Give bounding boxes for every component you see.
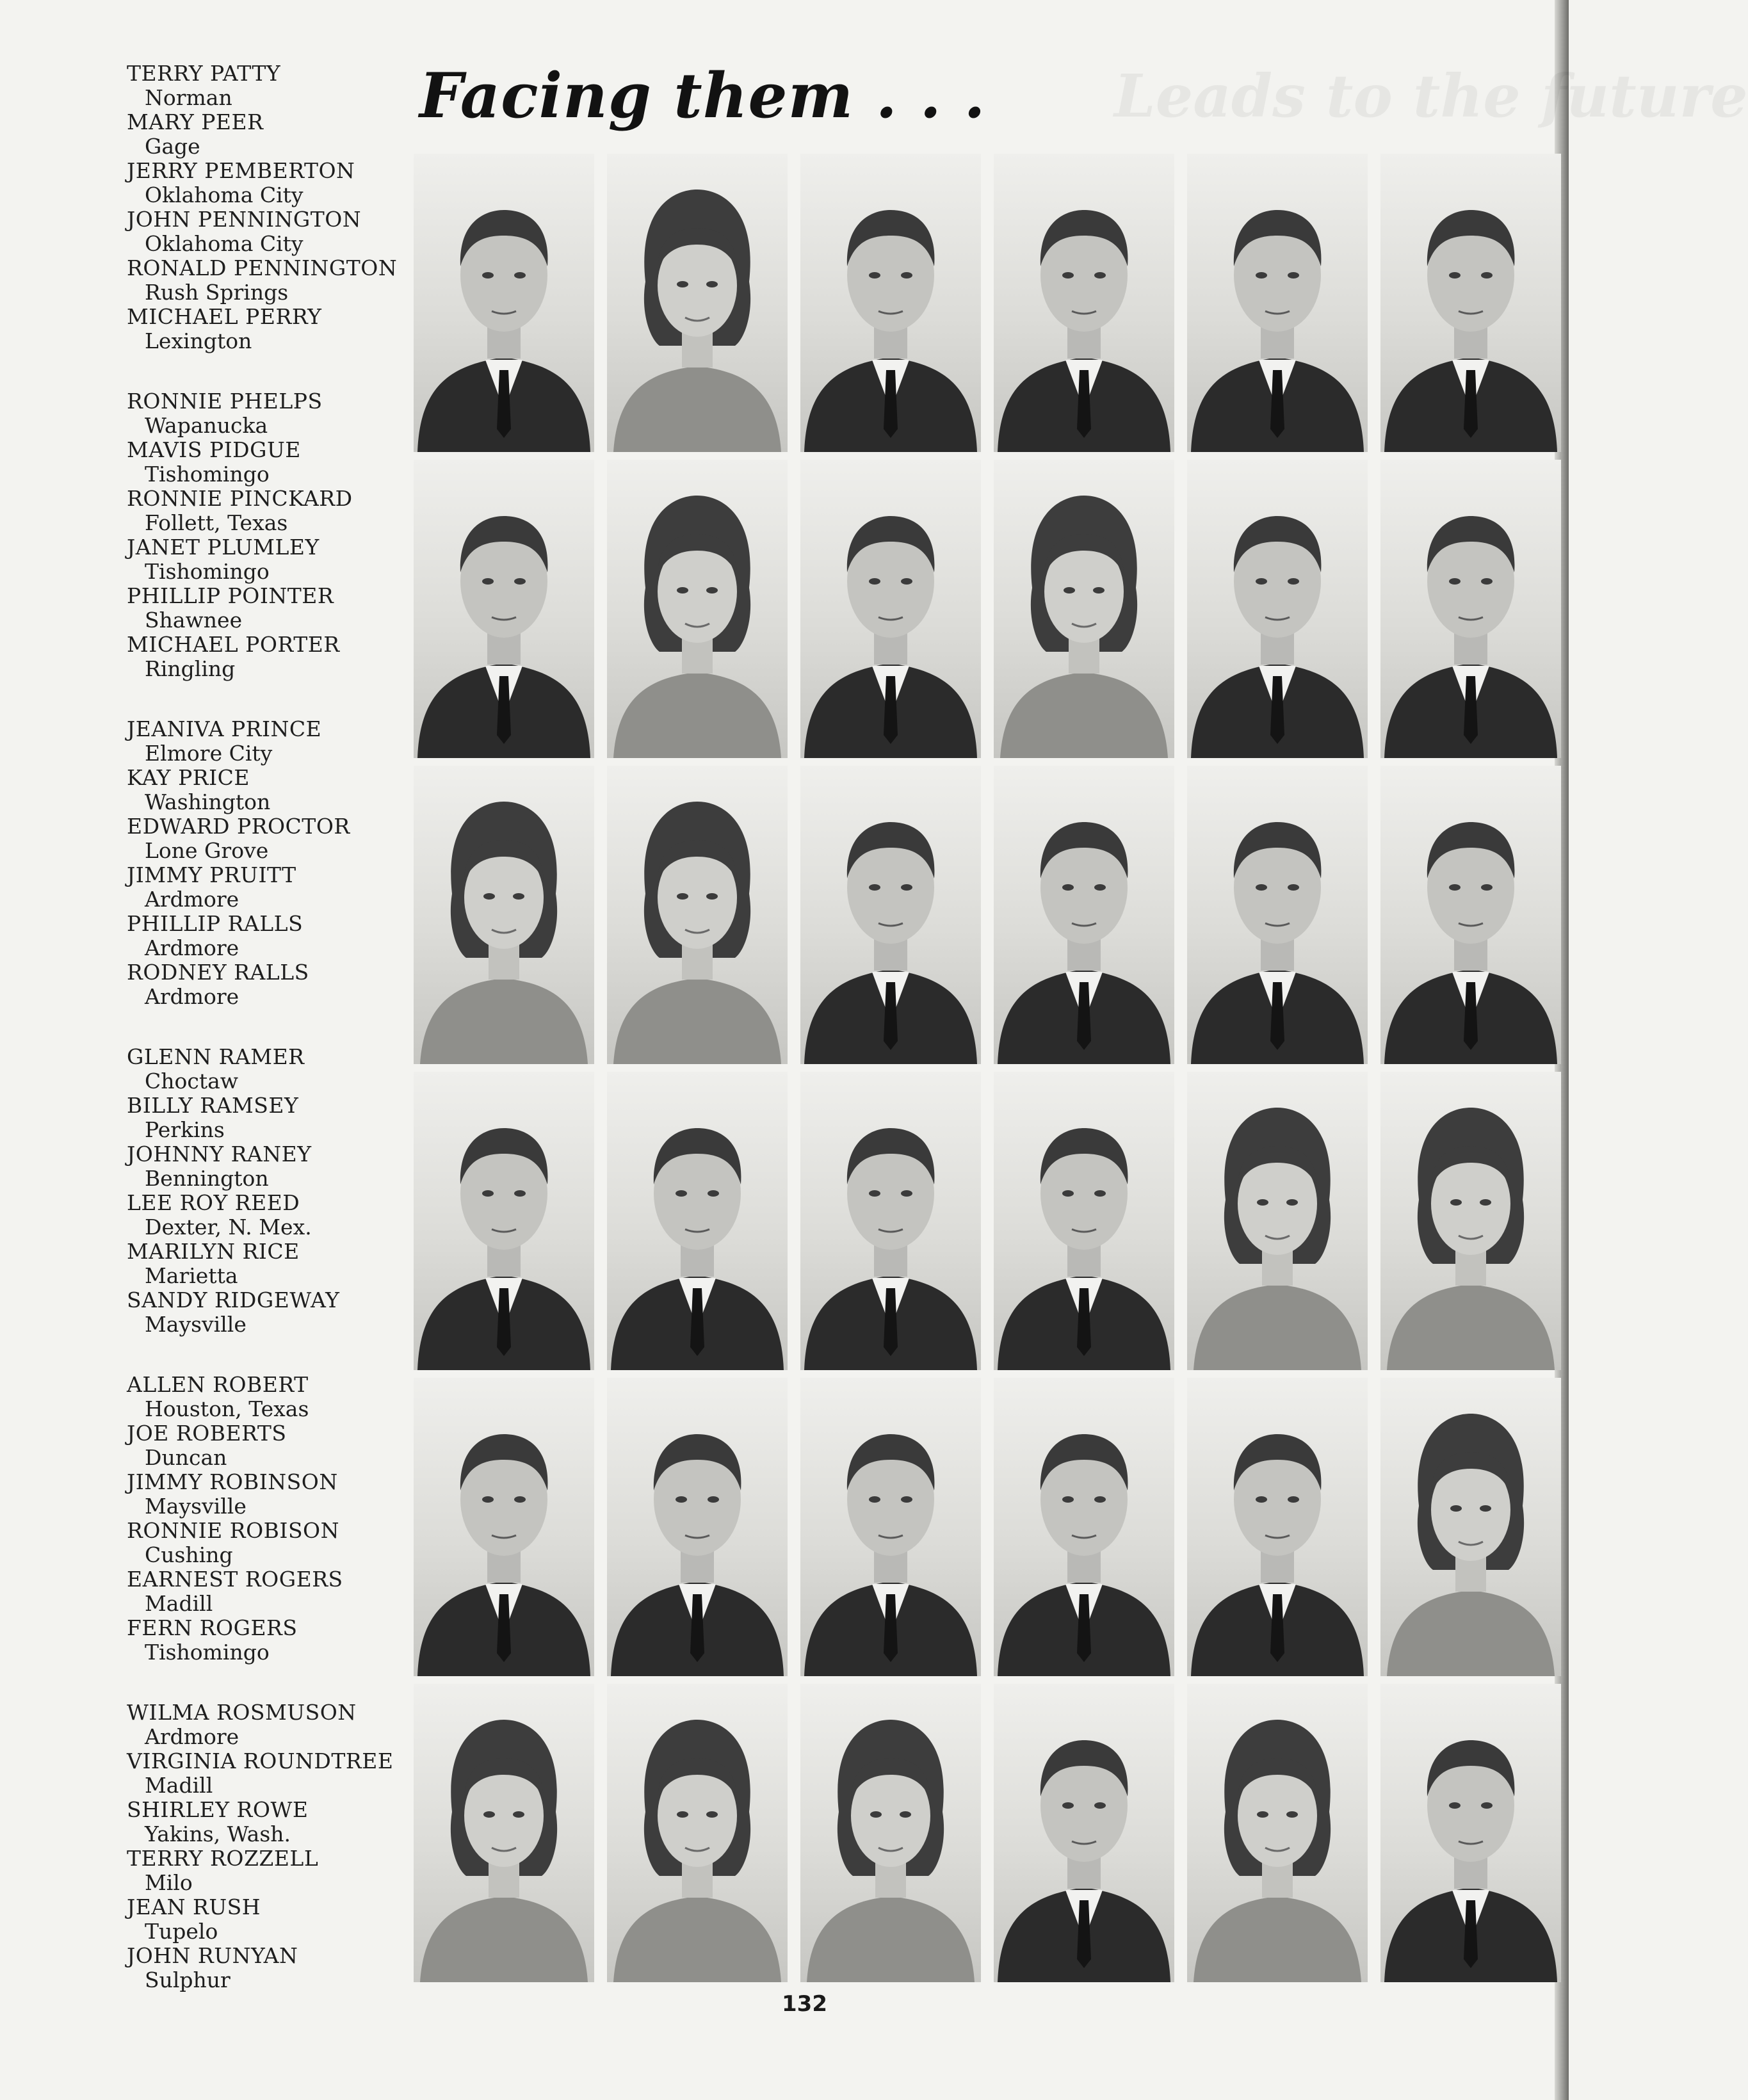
student-entry xyxy=(127,1373,396,1421)
name-group xyxy=(127,1045,396,1337)
student-entry xyxy=(127,1567,396,1616)
student-portrait xyxy=(607,1072,788,1370)
student-entry xyxy=(127,1846,396,1895)
student-portrait xyxy=(607,766,788,1064)
student-name: JOHN RUNYAN xyxy=(127,1943,298,1968)
student-hometown: Washington xyxy=(145,789,271,814)
student-hometown: Dexter, N. Mex. xyxy=(145,1215,312,1240)
student-entry xyxy=(127,61,396,110)
student-hometown: Tupelo xyxy=(145,1919,218,1944)
student-hometown: Lone Grove xyxy=(145,838,269,863)
student-hometown: Perkins xyxy=(145,1117,225,1142)
student-name: JOHN PENNINGTON xyxy=(127,207,362,232)
student-name: RONALD PENNINGTON xyxy=(127,255,398,280)
student-hometown: Duncan xyxy=(145,1445,227,1470)
student-portrait xyxy=(607,154,788,452)
student-hometown: Shawnee xyxy=(145,608,243,633)
student-hometown: Ardmore xyxy=(145,984,239,1009)
student-portrait xyxy=(800,460,981,758)
student-entry xyxy=(127,814,396,863)
student-portrait xyxy=(414,1684,594,1982)
student-name: MARILYN RICE xyxy=(127,1239,300,1264)
student-hometown: Gage xyxy=(145,134,200,159)
student-hometown: Milo xyxy=(145,1870,193,1895)
student-entry xyxy=(127,1470,396,1519)
student-name: SANDY RIDGEWAY xyxy=(127,1288,340,1312)
student-name: RONNIE ROBISON xyxy=(127,1518,339,1543)
student-entry xyxy=(127,1616,396,1665)
student-entry xyxy=(127,389,396,438)
student-portrait xyxy=(994,154,1174,452)
student-portrait xyxy=(994,460,1174,758)
student-name: LEE ROY REED xyxy=(127,1190,300,1215)
student-hometown: Cushing xyxy=(145,1542,233,1567)
student-hometown: Tishomingo xyxy=(145,462,270,487)
student-portrait xyxy=(414,154,594,452)
student-name: WILMA ROSMUSON xyxy=(127,1700,357,1725)
student-hometown: Ardmore xyxy=(145,887,239,912)
student-name: MAVIS PIDGUE xyxy=(127,437,301,462)
student-hometown: Ardmore xyxy=(145,1724,239,1749)
student-name: FERN ROGERS xyxy=(127,1615,298,1640)
student-entry xyxy=(127,535,396,584)
student-portrait xyxy=(1187,154,1368,452)
student-portrait xyxy=(1380,1378,1561,1676)
student-hometown: Ringling xyxy=(145,656,236,681)
student-portrait xyxy=(800,1072,981,1370)
student-entry xyxy=(127,1798,396,1846)
student-portrait xyxy=(1380,1072,1561,1370)
student-portrait xyxy=(800,154,981,452)
student-portrait xyxy=(1380,1684,1561,1982)
student-name: EDWARD PROCTOR xyxy=(127,814,350,839)
student-name: JERRY PEMBERTON xyxy=(127,158,355,183)
student-portrait xyxy=(800,1378,981,1676)
page-number: 132 xyxy=(782,1991,827,2017)
student-name: VIRGINIA ROUNDTREE xyxy=(127,1749,394,1773)
student-hometown: Rush Springs xyxy=(145,280,289,305)
student-hometown: Oklahoma City xyxy=(145,182,303,207)
student-entry xyxy=(127,1288,396,1337)
student-hometown: Oklahoma City xyxy=(145,231,303,256)
student-entry xyxy=(127,110,396,159)
name-group xyxy=(127,389,396,681)
student-name: RONNIE PHELPS xyxy=(127,389,323,414)
student-name: MICHAEL PORTER xyxy=(127,632,340,657)
student-hometown: Wapanucka xyxy=(145,413,268,438)
student-name: RODNEY RALLS xyxy=(127,960,309,985)
student-portrait xyxy=(414,1378,594,1676)
student-portrait xyxy=(994,766,1174,1064)
student-portrait xyxy=(607,1378,788,1676)
student-hometown: Tishomingo xyxy=(145,559,270,584)
student-entry xyxy=(127,1094,396,1142)
student-portrait xyxy=(414,1072,594,1370)
student-entry xyxy=(127,159,396,207)
student-name: BILLY RAMSEY xyxy=(127,1093,299,1118)
student-hometown: Norman xyxy=(145,85,232,110)
student-entry xyxy=(127,863,396,912)
name-group xyxy=(127,1700,396,1992)
student-entry xyxy=(127,1142,396,1191)
student-entry xyxy=(127,1045,396,1094)
student-hometown: Choctaw xyxy=(145,1069,239,1094)
student-hometown: Sulphur xyxy=(145,1967,231,1992)
student-hometown: Elmore City xyxy=(145,741,273,766)
student-name: PHILLIP RALLS xyxy=(127,911,303,936)
student-portrait xyxy=(414,766,594,1064)
student-name: EARNEST ROGERS xyxy=(127,1567,343,1592)
page-heading: Facing them . . . xyxy=(419,60,986,132)
student-entry xyxy=(127,633,396,681)
student-entry xyxy=(127,1944,396,1992)
student-name: KAY PRICE xyxy=(127,765,250,790)
student-entry xyxy=(127,438,396,487)
student-name: JANET PLUMLEY xyxy=(127,535,320,560)
student-name-list xyxy=(127,61,396,2028)
portrait-grid xyxy=(414,154,1569,1986)
student-entry xyxy=(127,766,396,814)
student-name: ALLEN ROBERT xyxy=(127,1372,309,1397)
student-hometown: Madill xyxy=(145,1773,213,1798)
student-hometown: Maysville xyxy=(145,1312,247,1337)
student-entry xyxy=(127,207,396,256)
student-name: JEAN RUSH xyxy=(127,1894,261,1919)
student-name: PHILLIP POINTER xyxy=(127,583,334,608)
student-portrait xyxy=(414,460,594,758)
student-entry xyxy=(127,487,396,535)
name-group xyxy=(127,61,396,353)
student-entry xyxy=(127,960,396,1009)
student-hometown: Madill xyxy=(145,1591,213,1616)
student-portrait xyxy=(1380,460,1561,758)
student-entry xyxy=(127,717,396,766)
student-entry xyxy=(127,1421,396,1470)
student-entry xyxy=(127,1519,396,1567)
student-portrait xyxy=(800,766,981,1064)
student-portrait xyxy=(994,1684,1174,1982)
student-name: TERRY PATTY xyxy=(127,61,281,86)
student-entry xyxy=(127,256,396,305)
student-portrait xyxy=(1187,1684,1368,1982)
student-portrait xyxy=(607,460,788,758)
student-name: RONNIE PINCKARD xyxy=(127,486,353,511)
name-group xyxy=(127,1373,396,1665)
student-entry xyxy=(127,1191,396,1240)
student-entry xyxy=(127,1895,396,1944)
student-entry xyxy=(127,1700,396,1749)
student-hometown: Maysville xyxy=(145,1494,247,1519)
student-name: MARY PEER xyxy=(127,109,264,134)
student-entry xyxy=(127,1240,396,1288)
student-portrait xyxy=(1187,1378,1368,1676)
student-entry xyxy=(127,912,396,960)
student-entry xyxy=(127,584,396,633)
student-portrait xyxy=(994,1378,1174,1676)
student-portrait xyxy=(1380,766,1561,1064)
student-hometown: Marietta xyxy=(145,1263,238,1288)
student-name: JOHNNY RANEY xyxy=(127,1142,312,1167)
student-name: JIMMY PRUITT xyxy=(127,862,296,887)
student-portrait xyxy=(994,1072,1174,1370)
student-hometown: Lexington xyxy=(145,328,252,353)
student-hometown: Ardmore xyxy=(145,935,239,960)
student-portrait xyxy=(1187,766,1368,1064)
student-name: TERRY ROZZELL xyxy=(127,1846,319,1871)
student-hometown: Houston, Texas xyxy=(145,1396,309,1421)
student-name: JIMMY ROBINSON xyxy=(127,1469,338,1494)
student-hometown: Tishomingo xyxy=(145,1640,270,1665)
student-portrait xyxy=(1380,154,1561,452)
bleed-through-text: Leads to the future xyxy=(1114,61,1748,131)
student-hometown: Bennington xyxy=(145,1166,269,1191)
student-portrait xyxy=(1187,1072,1368,1370)
student-portrait xyxy=(800,1684,981,1982)
student-name: SHIRLEY ROWE xyxy=(127,1797,309,1822)
name-group xyxy=(127,717,396,1009)
student-portrait xyxy=(1187,460,1368,758)
student-name: JEANIVA PRINCE xyxy=(127,716,322,741)
student-name: MICHAEL PERRY xyxy=(127,304,322,329)
student-name: JOE ROBERTS xyxy=(127,1421,287,1446)
student-portrait xyxy=(607,1684,788,1982)
student-hometown: Follett, Texas xyxy=(145,510,288,535)
student-name: GLENN RAMER xyxy=(127,1044,305,1069)
student-entry xyxy=(127,1749,396,1798)
student-entry xyxy=(127,305,396,353)
student-hometown: Yakins, Wash. xyxy=(145,1821,291,1846)
